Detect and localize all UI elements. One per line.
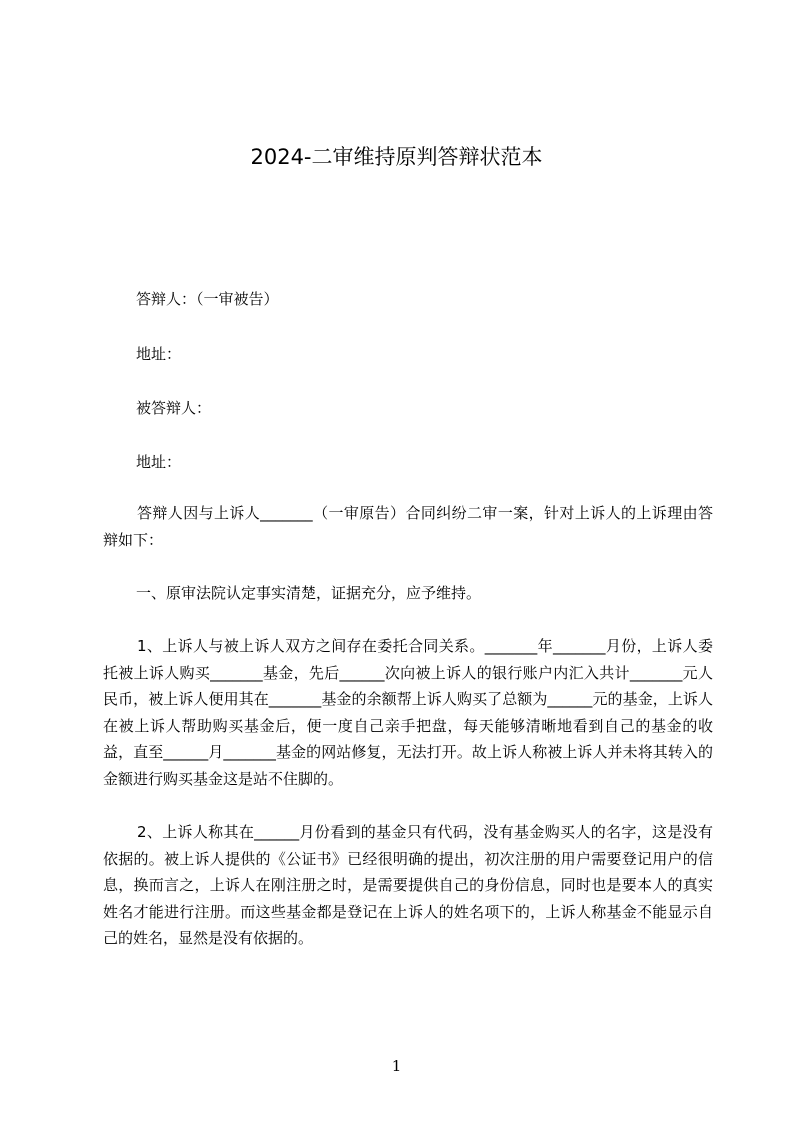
section-heading: 一、原审法院认定事实清楚，证据充分，应予维持。 (136, 584, 482, 602)
point-1-paragraph: 1、上诉人与被上诉人双方之间存在委托合同关系。_______年_______月份，上诉人委托被上诉人购买_______基金，先后______次向被上诉人的银行账户内汇入共计_______元人民币，被上诉人便用其在_______基金的余额帮上诉人购买了总额为______元的基金，上诉人在被上诉人帮助购买基金后，便一度自己亲手把盘，每天能够清晰地看到自己的基金的收益，直至______月_______基金的网站修复，无法打开。故上诉人称被上诉人并未将其转入的金额进行购买基金这是站不住脚的。 (103, 637, 713, 788)
appellee-address-label: 地址： (136, 453, 182, 471)
page-number: 1 (391, 1057, 402, 1075)
intro-paragraph: 答辩人因与上诉人_______（一审原告）合同纠纷二审一案，针对上诉人的上诉理由答辩如下： (103, 504, 713, 549)
point-2-paragraph: 2、上诉人称其在______月份看到的基金只有代码，没有基金购买人的名字，这是没有依据的。被上诉人提供的《公证书》已经很明确的提出，初次注册的用户需要登记用户的信息，换而言之，上诉人在刚注册之时，是需要提供自己的身份信息，同时也是要本人的真实姓名才能进行注册。而这些基金都是登记在上诉人的姓名项下的，上诉人称基金不能显示自己的姓名，显然是没有依据的。 (103, 823, 713, 947)
respondent-address-label: 地址： (136, 345, 182, 363)
appellee-label: 被答辩人： (136, 399, 212, 417)
respondent-label: 答辩人：（一审被告） (136, 290, 279, 308)
document-title: 2024-二审维持原判答辩状范本 (250, 145, 543, 169)
